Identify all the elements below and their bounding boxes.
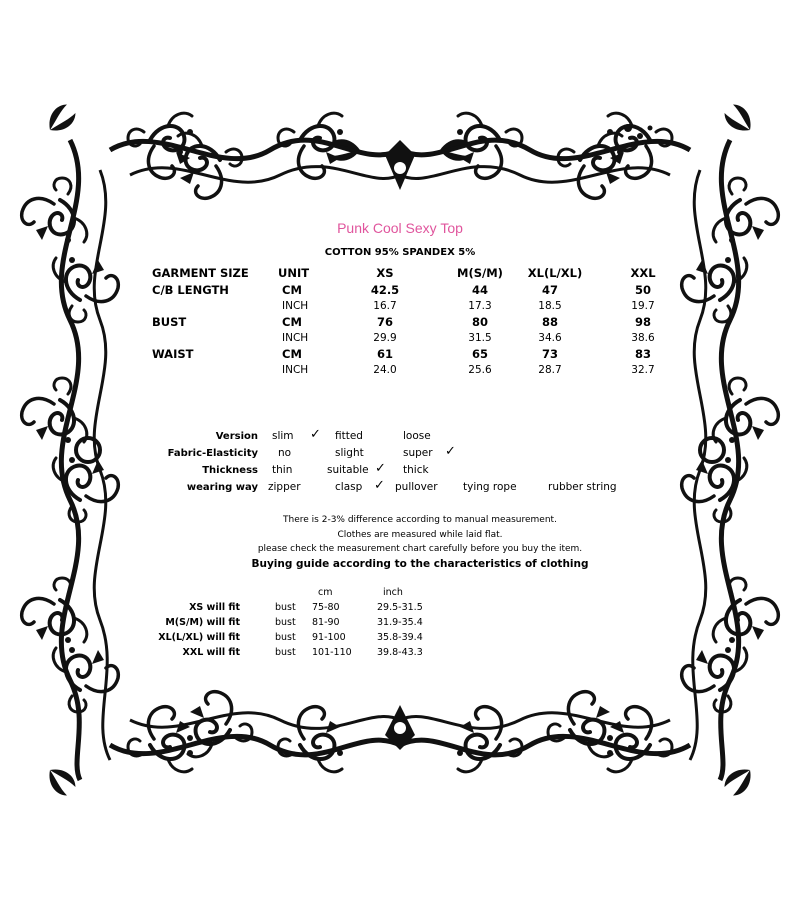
header-inch: inch	[383, 587, 403, 598]
guide-part: bust	[275, 647, 296, 658]
option-zipper: zipper	[268, 481, 301, 493]
cell-value: 83	[634, 347, 651, 361]
option-slight: slight	[335, 447, 364, 459]
header-cm: cm	[318, 587, 333, 598]
row-label: BUST	[152, 315, 187, 329]
option-thin: thin	[272, 464, 293, 476]
cell-value: 73	[541, 347, 558, 361]
unit-inch: INCH	[282, 332, 309, 344]
label-version: Version	[215, 431, 258, 442]
option-no: no	[278, 447, 292, 459]
cell-value: 28.7	[538, 364, 562, 376]
cell-value: 29.9	[373, 332, 397, 344]
guide-part: bust	[275, 617, 296, 628]
option-loose: loose	[403, 430, 431, 442]
cell-value: 88	[541, 315, 558, 329]
cell-value: 32.7	[631, 364, 655, 376]
header-size-xl: XL(L/XL)	[527, 266, 583, 280]
guide-cm: 81-90	[312, 617, 340, 628]
note-line: please check the measurement chart carefully before you buy the item.	[257, 544, 583, 554]
buying-guide-title: Buying guide according to the characteristics of clothing	[251, 558, 589, 570]
frame-bottom-ornament	[110, 692, 690, 772]
option-slim: slim	[272, 430, 294, 442]
cell-value: 98	[634, 315, 651, 329]
material-composition: COTTON 95% SPANDEX 5%	[324, 247, 476, 258]
option-tying-rope: tying rope	[463, 481, 517, 493]
header-size-xs: XS	[376, 266, 394, 280]
check-mark-icon: ✓	[445, 444, 456, 459]
label-thickness: Thickness	[202, 465, 258, 476]
guide-inch: 29.5-31.5	[377, 602, 423, 613]
option-suitable: suitable	[327, 464, 369, 476]
cell-value: 18.5	[538, 300, 562, 312]
cell-value: 80	[471, 315, 488, 329]
cell-value: 34.6	[538, 332, 562, 344]
guide-inch: 31.9-35.4	[377, 617, 423, 628]
note-line: Clothes are measured while laid flat.	[337, 530, 503, 540]
label-fabric-elasticity: Fabric-Elasticity	[167, 448, 258, 459]
check-mark-icon: ✓	[374, 478, 385, 493]
cell-value: 31.5	[468, 332, 492, 344]
row-label: WAIST	[152, 347, 194, 361]
option-rubber-string: rubber string	[548, 481, 617, 493]
header-size-m: M(S/M)	[457, 266, 503, 280]
guide-cm: 91-100	[312, 632, 346, 643]
header-garment-size: GARMENT SIZE	[152, 266, 249, 280]
frame-right-ornament	[624, 101, 778, 799]
cell-value: 50	[634, 283, 651, 297]
option-super: super	[403, 447, 433, 459]
option-pullover: pullover	[395, 481, 438, 493]
header-unit: UNIT	[278, 266, 310, 280]
cell-value: 25.6	[468, 364, 492, 376]
product-title: Punk Cool Sexy Top	[337, 220, 463, 236]
guide-cm: 101-110	[312, 647, 352, 658]
cell-value: 19.7	[631, 300, 655, 312]
unit-cm: CM	[282, 315, 302, 329]
guide-size-label: XXL will fit	[182, 647, 240, 658]
frame-left-ornament	[22, 101, 119, 799]
guide-part: bust	[275, 602, 296, 613]
cell-value: 24.0	[373, 364, 397, 376]
check-mark-icon: ✓	[310, 427, 321, 442]
cell-value: 16.7	[373, 300, 397, 312]
option-fitted: fitted	[335, 430, 363, 442]
guide-cm: 75-80	[312, 602, 340, 613]
cell-value: 65	[471, 347, 488, 361]
check-mark-icon: ✓	[375, 461, 386, 476]
cell-value: 61	[376, 347, 393, 361]
unit-inch: INCH	[282, 364, 309, 376]
guide-part: bust	[275, 632, 296, 643]
unit-cm: CM	[282, 347, 302, 361]
option-clasp: clasp	[335, 481, 363, 493]
cell-value: 17.3	[468, 300, 492, 312]
header-size-xxl: XXL	[630, 266, 656, 280]
cell-value: 76	[376, 315, 393, 329]
unit-inch: INCH	[282, 300, 309, 312]
note-line: There is 2-3% difference according to manual measurement.	[283, 515, 557, 525]
guide-inch: 35.8-39.4	[377, 632, 423, 643]
row-label: C/B LENGTH	[152, 283, 229, 297]
label-wearing-way: wearing way	[186, 482, 258, 493]
cell-value: 47	[541, 283, 558, 297]
cell-value: 44	[471, 283, 488, 297]
unit-cm: CM	[282, 283, 302, 297]
guide-size-label: XS will fit	[189, 602, 240, 613]
frame-top-ornament	[110, 113, 690, 198]
guide-inch: 39.8-43.3	[377, 647, 423, 658]
guide-size-label: M(S/M) will fit	[165, 617, 240, 628]
cell-value: 38.6	[631, 332, 655, 344]
cell-value: 42.5	[370, 283, 400, 297]
guide-size-label: XL(L/XL) will fit	[158, 632, 240, 643]
option-thick: thick	[403, 464, 429, 476]
